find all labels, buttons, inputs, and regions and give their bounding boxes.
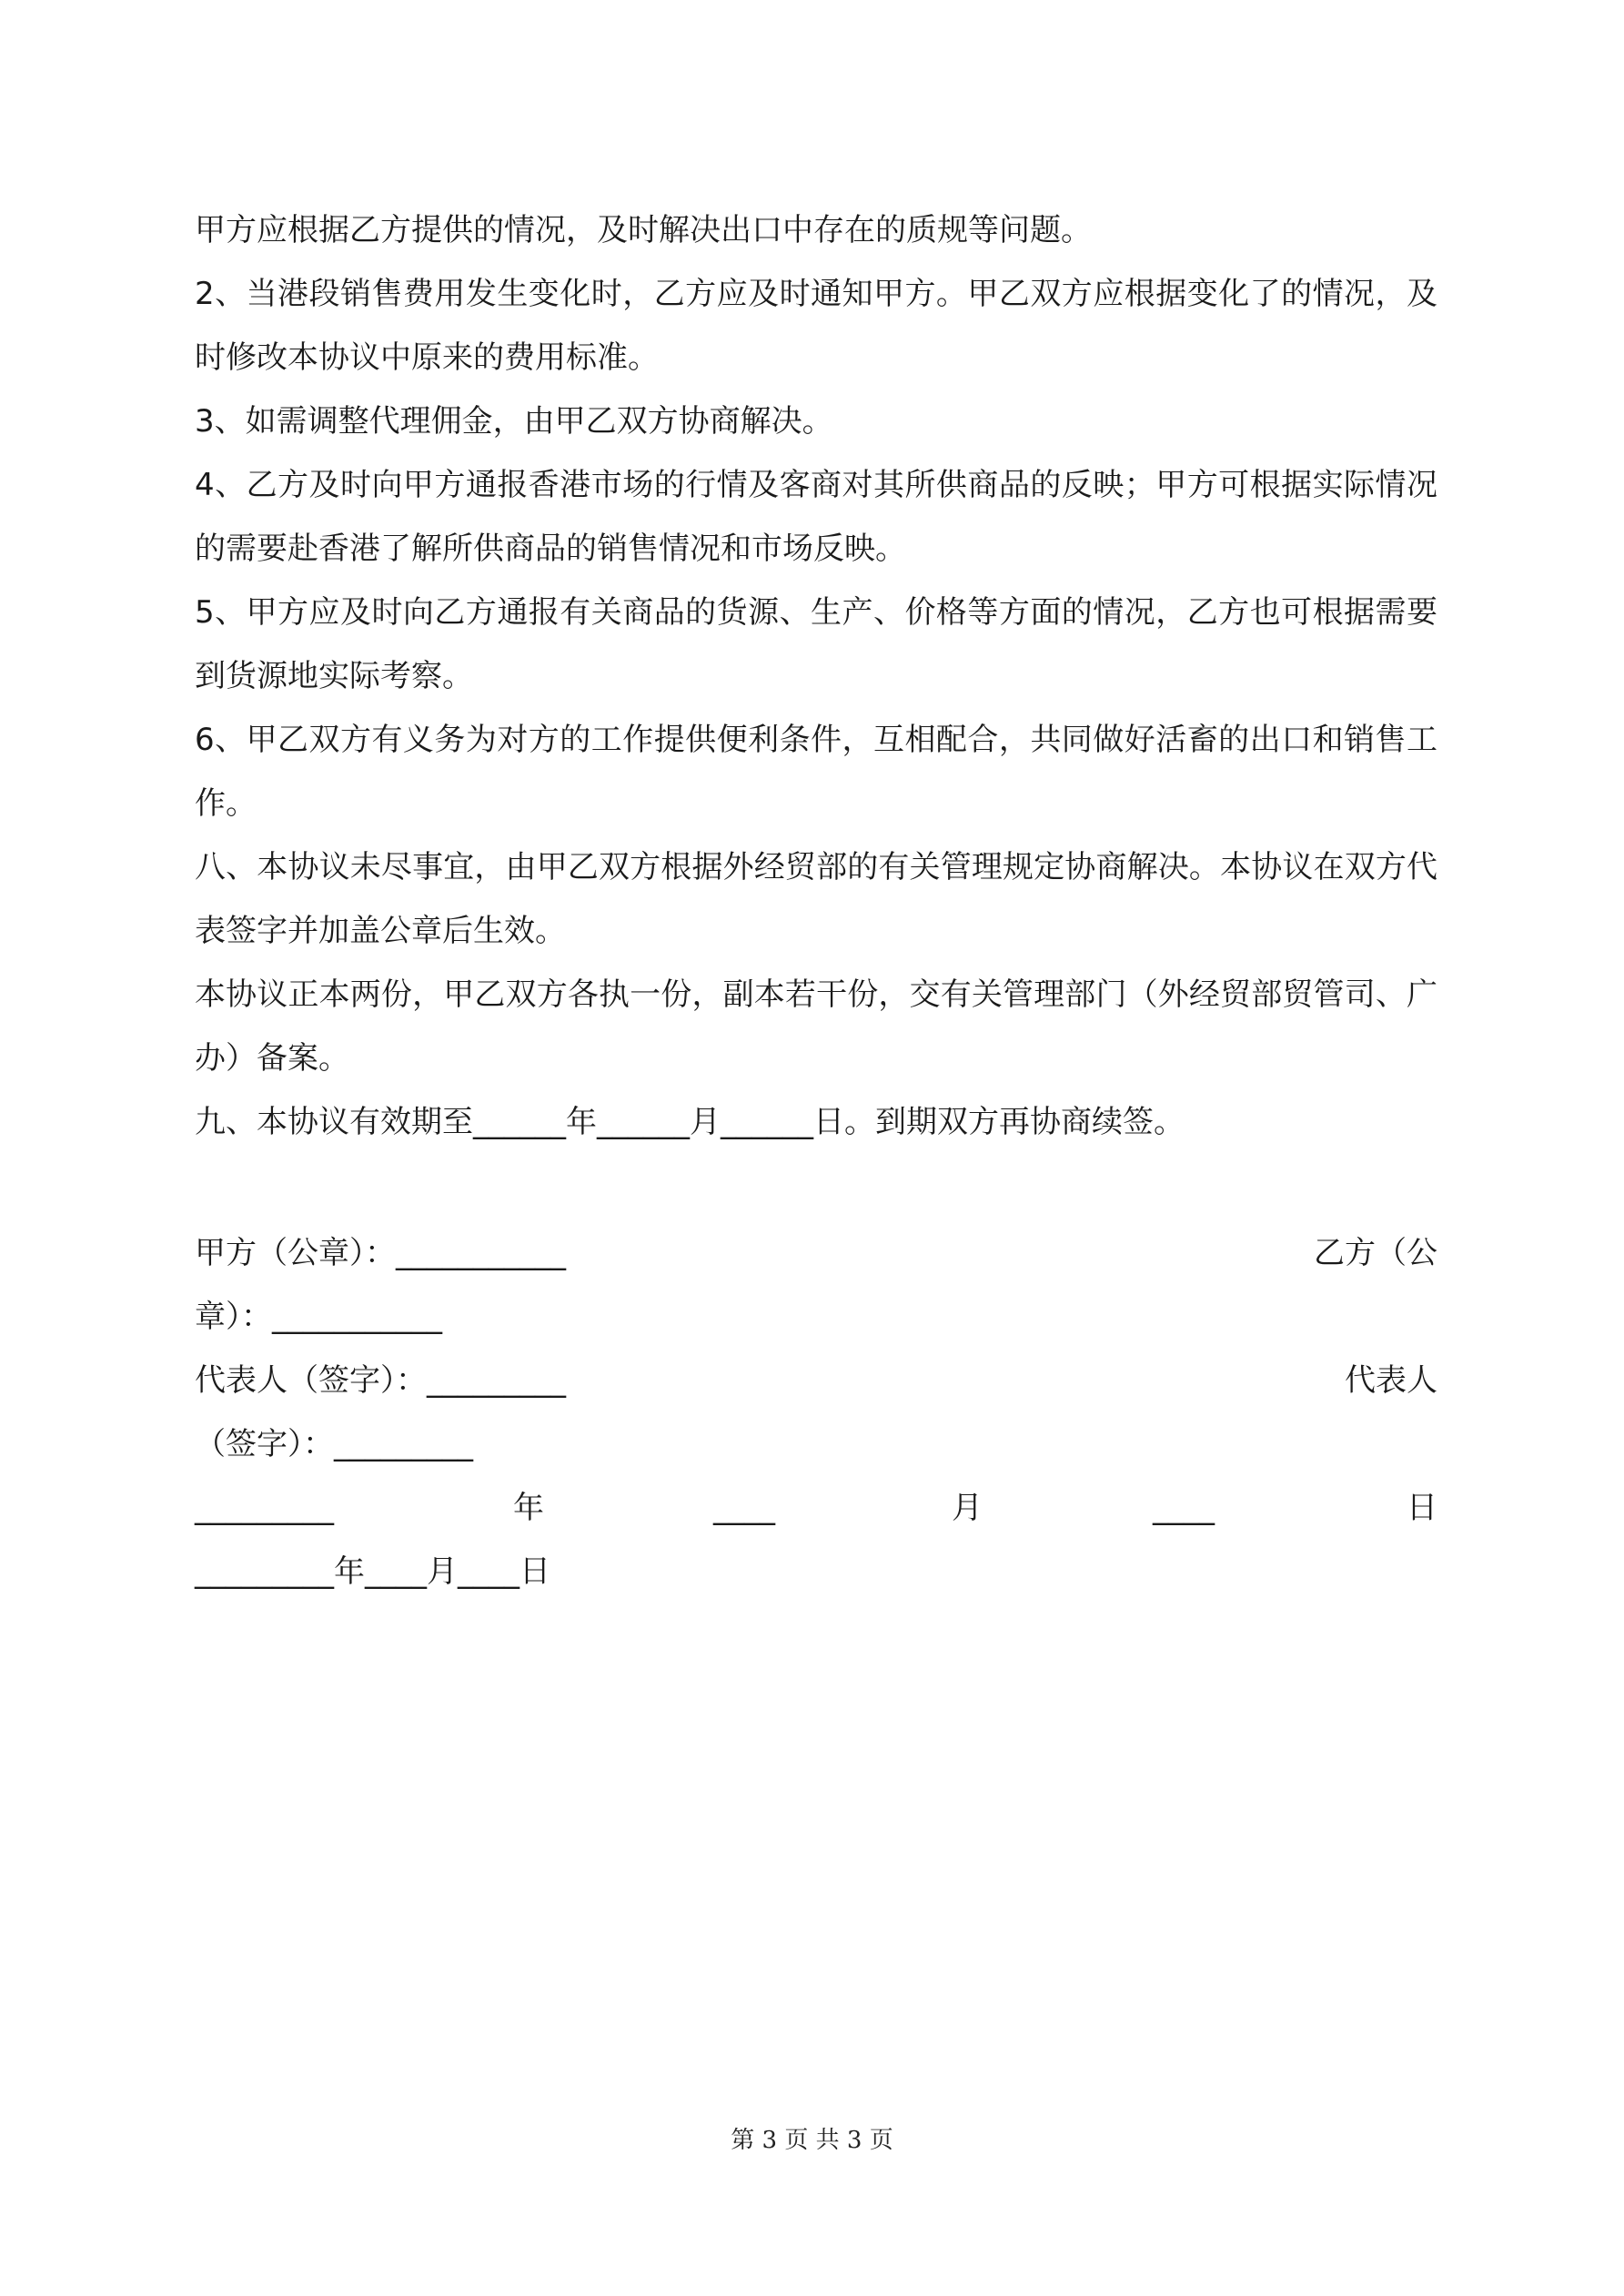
- agreement-body: [195, 198, 1437, 1154]
- date-a-day-label: 日: [1407, 1490, 1437, 1526]
- paragraph-article-9: 九、本协议有效期至______年______月______日。到期双方再协商续签。: [195, 1104, 1185, 1140]
- party-b-seal-start: 乙方（公: [1314, 1235, 1437, 1271]
- party-a-seal: 甲方（公章）：___________: [195, 1235, 566, 1271]
- signature-rep-line: [195, 1349, 1437, 1412]
- paragraph-clause-5: 5、甲方应及时向乙方通报有关商品的货源、生产、价格等方面的情况，乙方也可根据需要到货源地实际考察。: [195, 594, 1437, 694]
- rep-a-signature: 代表人（签字）：_________: [195, 1362, 566, 1399]
- paragraph-article-8: 八、本协议未尽事宜，由甲乙双方根据外经贸部的有关管理规定协商解决。本协议在双方代表签字并加盖公章后生效。: [195, 849, 1437, 949]
- rep-b-start: 代表人: [1345, 1362, 1437, 1399]
- paragraph-clause-4: 4、乙方及时向甲方通报香港市场的行情及客商对其所供商品的反映；甲方可根据实际情况的需要赴香港了解所供商品的销售情况和市场反映。: [195, 467, 1437, 567]
- signature-rep-line-cont: [195, 1412, 1437, 1476]
- paragraph-clause-6: 6、甲乙双方有义务为对方的工作提供便利条件，互相配合，共同做好活畜的出口和销售工作。: [195, 722, 1437, 822]
- party-b-seal-end: 章）：___________: [195, 1299, 442, 1335]
- date-a-month-label: 月: [952, 1490, 983, 1526]
- date-a-year-label: 年: [513, 1490, 544, 1526]
- date-a-month-blank: ____: [713, 1490, 775, 1526]
- date-line-b: [195, 1540, 1437, 1603]
- paragraph-clause-3: 3、如需调整代理佣金，由甲乙双方协商解决。: [195, 403, 833, 440]
- paragraph-quality-issues: 甲方应根据乙方提供的情况，及时解决出口中存在的质规等问题。: [195, 212, 1092, 248]
- signature-seal-line: [195, 1221, 1437, 1285]
- paragraph-copies: 本协议正本两份，甲乙双方各执一份，副本若干份，交有关管理部门（外经贸部贸管司、广办）备案。: [195, 976, 1437, 1077]
- date-a-year-blank: _________: [195, 1490, 334, 1526]
- date-b: _________年____月____日: [195, 1553, 550, 1590]
- paragraph-clause-2: 2、当港段销售费用发生变化时，乙方应及时通知甲方。甲乙双方应根据变化了的情况，及时修改本协议中原来的费用标准。: [195, 276, 1437, 376]
- date-a-day-blank: ____: [1153, 1490, 1215, 1526]
- rep-b-end: （签字）：_________: [195, 1426, 473, 1462]
- page-footer: 第 3 页 共 3 页: [731, 2127, 893, 2154]
- signature-seal-line-cont: [195, 1285, 1437, 1349]
